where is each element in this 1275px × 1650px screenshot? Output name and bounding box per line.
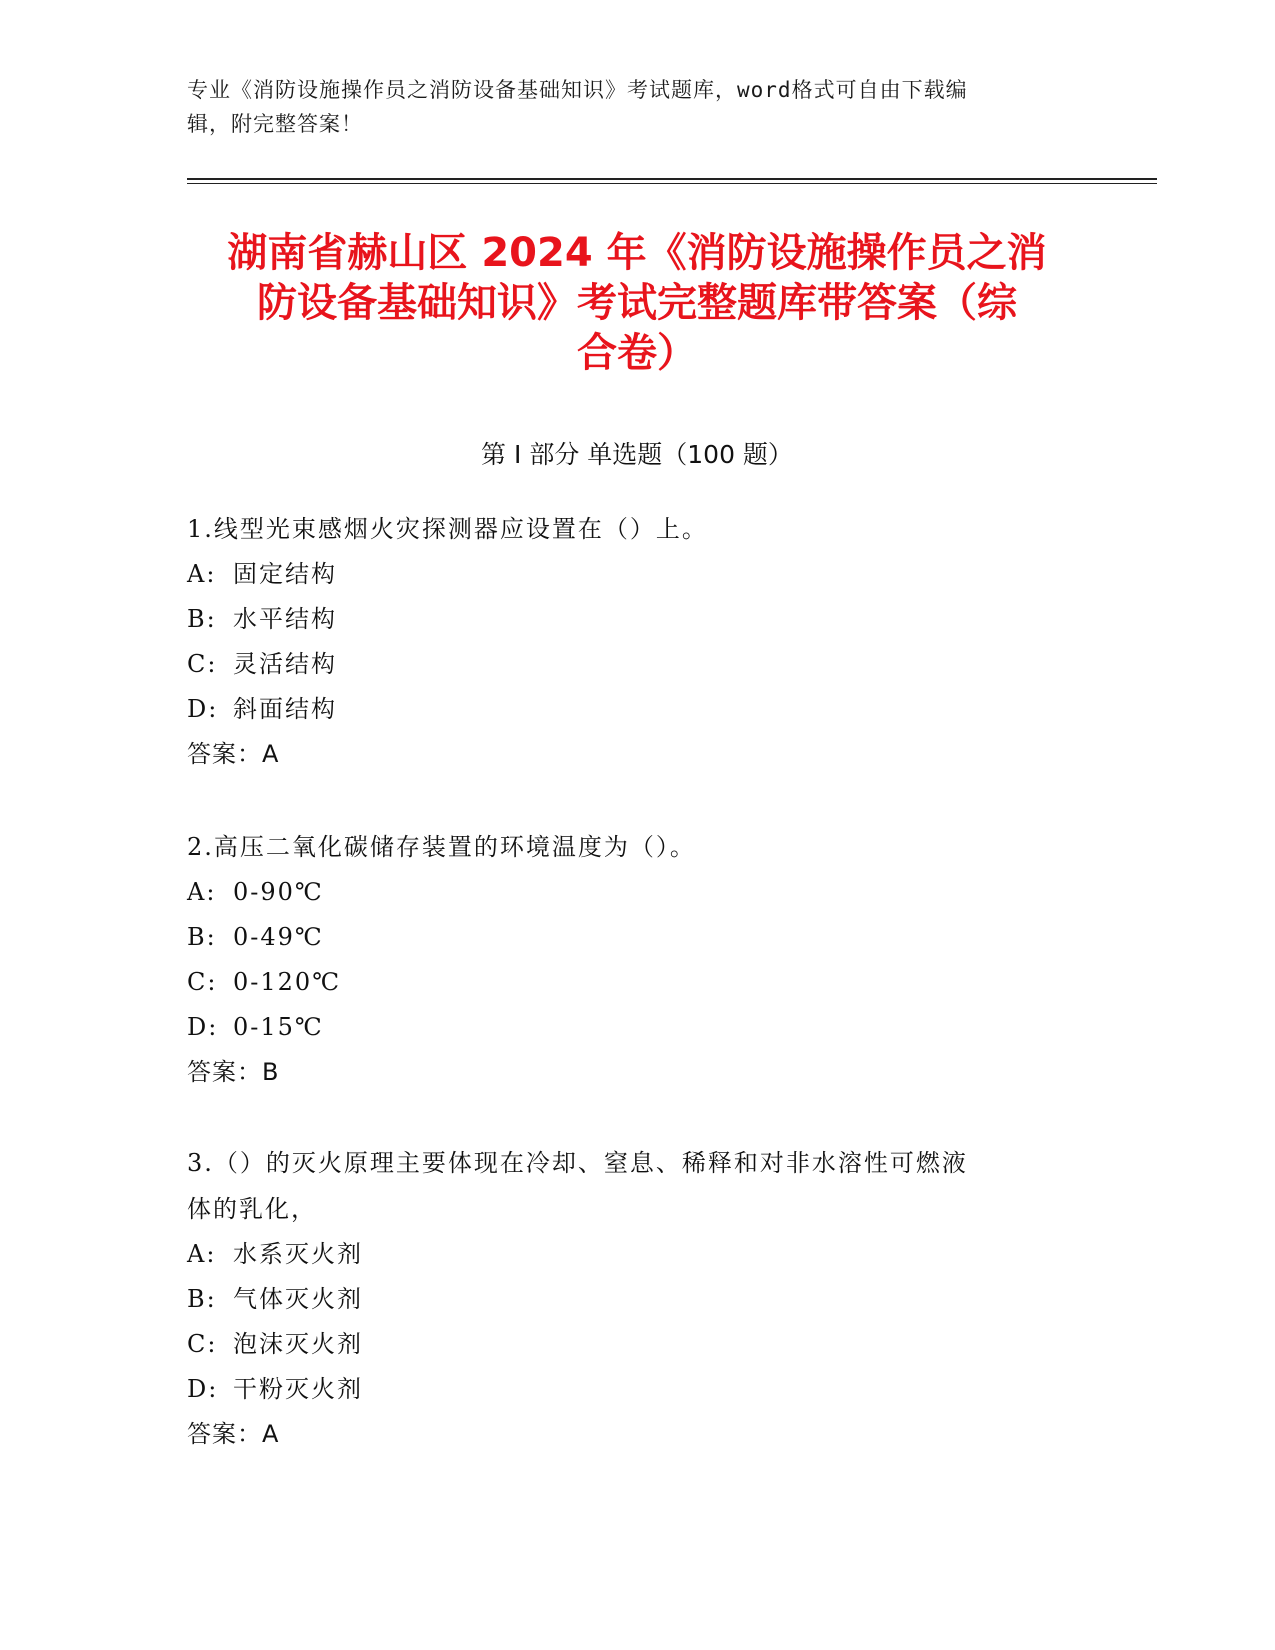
header-divider-thick	[187, 178, 1157, 180]
header-note-line-2: 辑，附完整答案！	[187, 112, 363, 136]
header-note-line-1: 专业《消防设施操作员之消防设备基础知识》考试题库，word格式可自由下载编	[187, 78, 968, 102]
question-3	[187, 1140, 1067, 1457]
answer-line: 答案：B	[187, 1058, 280, 1086]
option-d	[187, 687, 1067, 732]
option-letter: C:	[187, 1330, 218, 1358]
section-heading: 第 I 部分 单选题（100 题）	[481, 440, 793, 469]
option-b	[187, 1277, 1067, 1322]
option-text: 泡沫灭火剂	[233, 1330, 363, 1358]
option-b	[187, 915, 1067, 960]
option-letter: A:	[187, 878, 217, 906]
option-letter: B:	[187, 1285, 217, 1313]
option-a	[187, 870, 1067, 915]
option-c	[187, 960, 1067, 1005]
option-text: 斜面结构	[233, 695, 337, 723]
option-c	[187, 642, 1067, 687]
question-2	[187, 824, 1067, 1095]
question-stem: 1.线型光束感烟火灾探测器应设置在（）上。	[187, 515, 708, 543]
option-letter: B:	[187, 605, 217, 633]
option-text: 水平结构	[233, 605, 337, 633]
option-text: 0-15℃	[233, 1013, 324, 1041]
option-letter: C:	[187, 968, 218, 996]
document-title-line-2: 防设备基础知识》考试完整题库带答案（综	[257, 280, 1017, 326]
option-d	[187, 1367, 1067, 1412]
option-b	[187, 597, 1067, 642]
document-title-line-1: 湖南省赫山区 2024 年《消防设施操作员之消	[227, 230, 1047, 276]
option-text: 气体灭火剂	[233, 1285, 363, 1313]
question-stem: 2.高压二氧化碳储存装置的环境温度为（）。	[187, 833, 696, 861]
option-a	[187, 552, 1067, 597]
option-text: 干粉灭火剂	[233, 1375, 363, 1403]
option-letter: D:	[187, 1013, 219, 1041]
option-letter: C:	[187, 650, 218, 678]
option-letter: D:	[187, 695, 219, 723]
option-text: 0-120℃	[233, 968, 342, 996]
option-text: 0-90℃	[233, 878, 324, 906]
question-stem-continued: 体的乳化，	[187, 1195, 317, 1223]
option-c	[187, 1322, 1067, 1367]
option-letter: B:	[187, 923, 217, 951]
option-text: 灵活结构	[233, 650, 337, 678]
option-text: 0-49℃	[233, 923, 324, 951]
option-text: 固定结构	[233, 560, 337, 588]
answer-line: 答案：A	[187, 740, 280, 768]
option-d	[187, 1005, 1067, 1050]
question-1	[187, 506, 1067, 777]
option-text: 水系灭火剂	[233, 1240, 363, 1268]
option-letter: A:	[187, 1240, 217, 1268]
header-note	[187, 73, 1067, 141]
question-stem: 3.（）的灭火原理主要体现在冷却、窒息、稀释和对非水溶性可燃液	[187, 1149, 968, 1177]
answer-line: 答案：A	[187, 1420, 280, 1448]
document-title	[187, 228, 1087, 378]
document-title-line-3: 合卷）	[577, 330, 697, 376]
option-letter: D:	[187, 1375, 219, 1403]
header-divider-thin	[187, 183, 1157, 184]
option-a	[187, 1232, 1067, 1277]
option-letter: A:	[187, 560, 217, 588]
